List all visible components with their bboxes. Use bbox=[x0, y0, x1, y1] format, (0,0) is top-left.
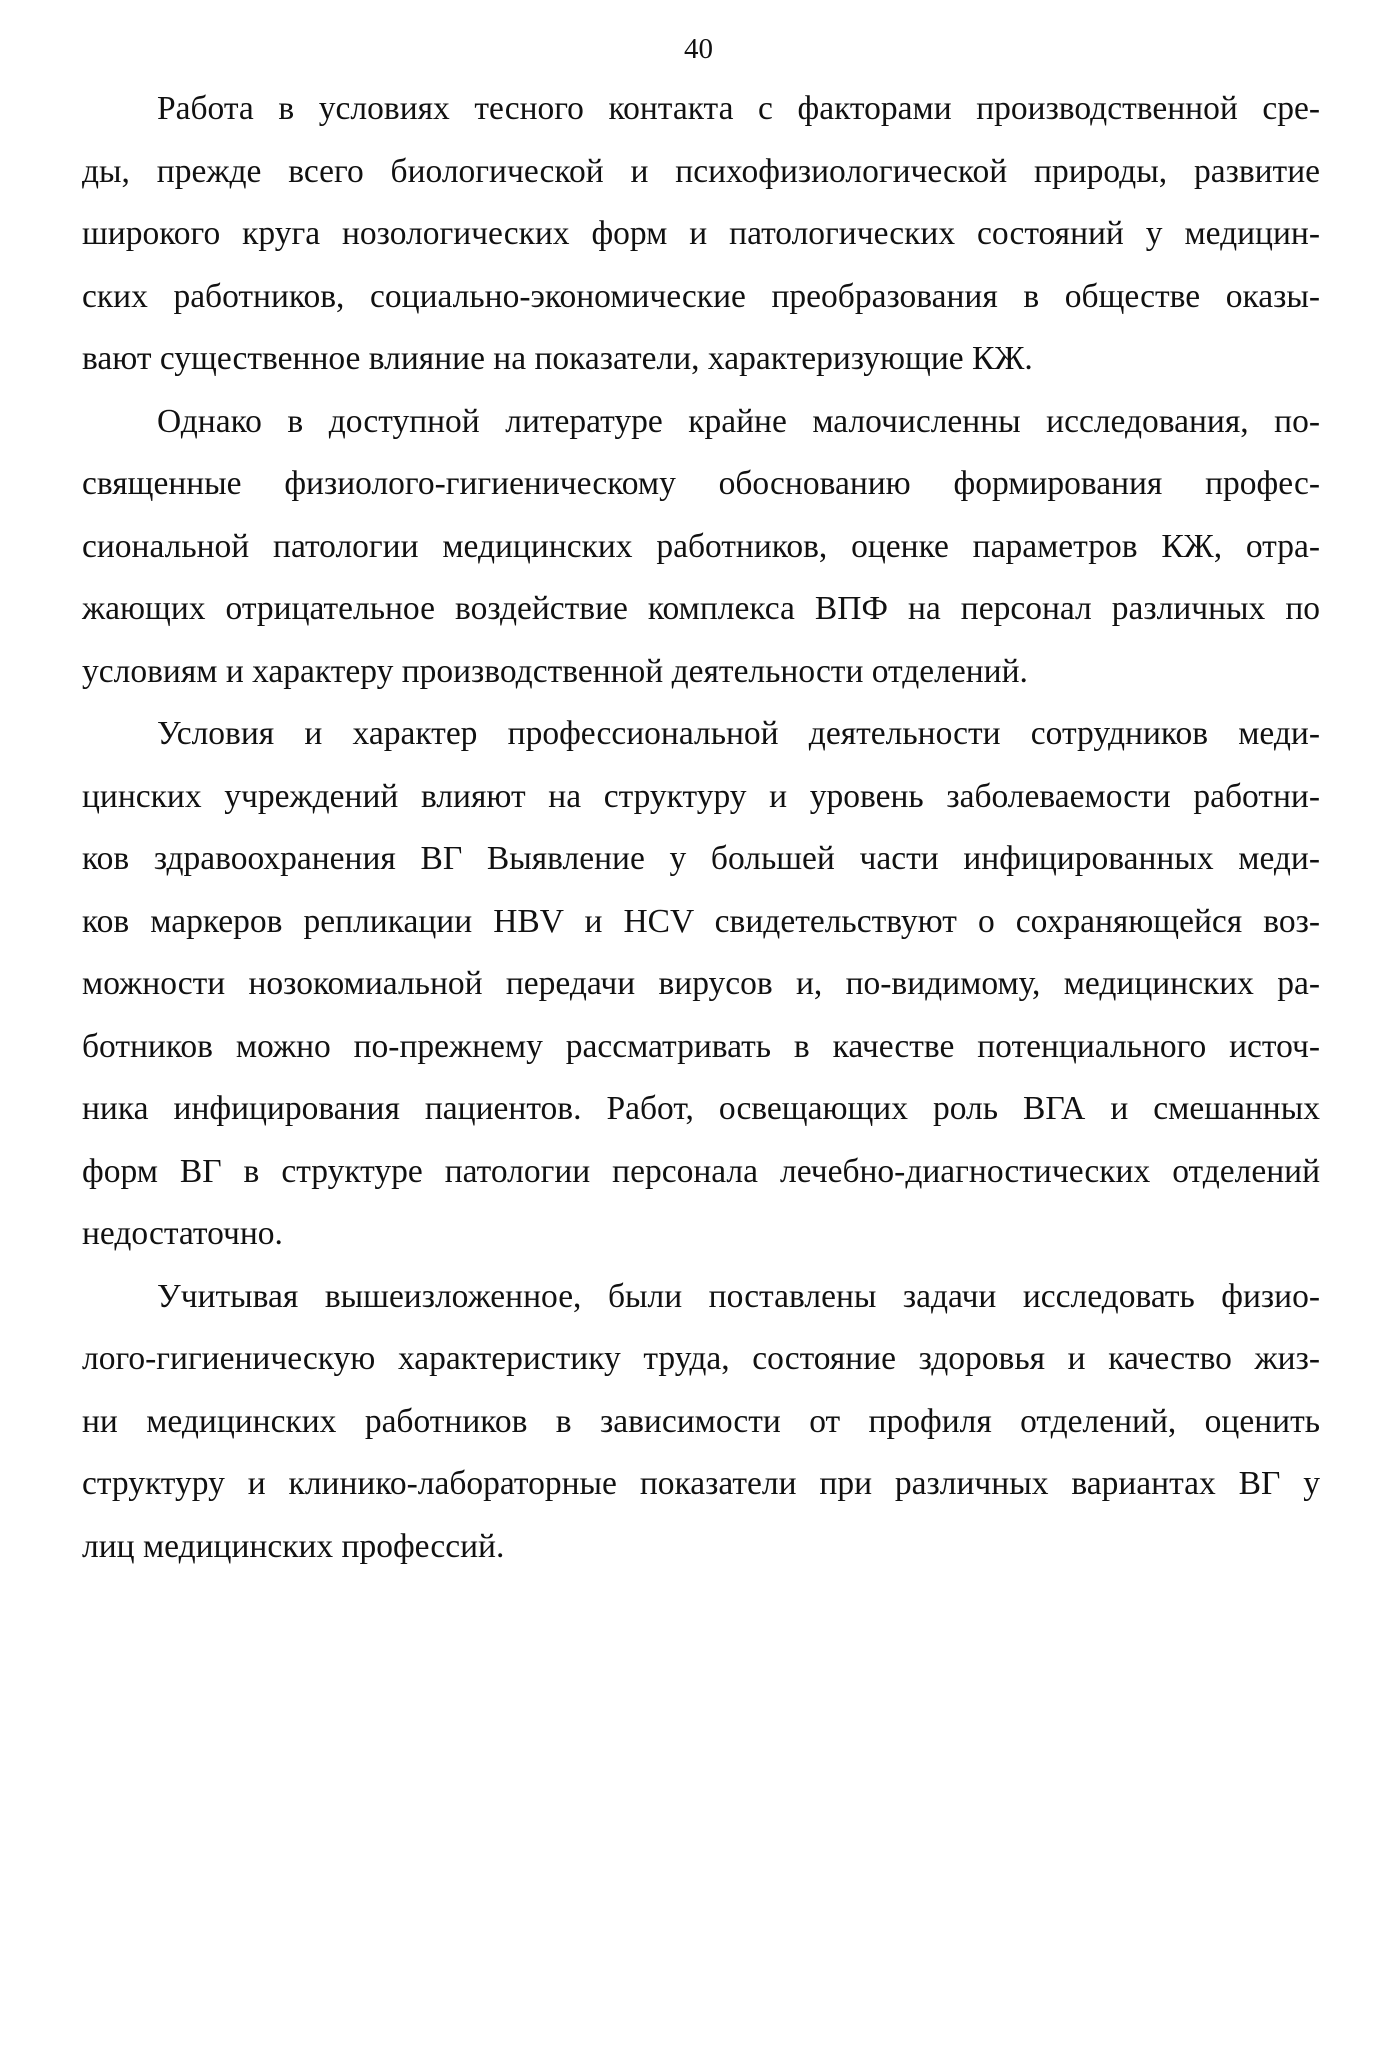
text-line: форм ВГ в структуре патологии персонала лечебно-диагностических отделений bbox=[82, 1152, 1320, 1190]
paragraph-3 bbox=[82, 703, 1320, 1266]
text-body bbox=[82, 78, 1320, 1578]
text-line: лого-гигиеническую характеристику труда, состояние здоровья и качество жиз- bbox=[82, 1340, 1320, 1377]
page-number: 40 bbox=[684, 33, 713, 65]
text-line: ника инфицирования пациентов. Работ, освещающих роль ВГА и смешанных bbox=[82, 1090, 1320, 1127]
paragraph-4 bbox=[82, 1266, 1320, 1579]
text-line: ботников можно по-прежнему рассматривать в качестве потенциального источ- bbox=[82, 1027, 1320, 1065]
text-line: ских работников, социально-экономические преобразования в обществе оказы- bbox=[82, 277, 1320, 315]
text-line: ни медицинских работников в зависимости от профиля отделений, оценить bbox=[82, 1402, 1320, 1440]
text-line: ков маркеров репликации HBV и HCV свидетельствуют о сохраняющейся воз- bbox=[82, 902, 1320, 940]
paragraph-2 bbox=[82, 391, 1320, 704]
text-line: вают существенное влияние на показатели, характеризующие КЖ. bbox=[82, 340, 1033, 377]
text-line: можности нозокомиальной передачи вирусов и, по-видимому, медицинских ра- bbox=[82, 965, 1320, 1002]
text-line: жающих отрицательное воздействие комплекса ВПФ на персонал различных по bbox=[82, 590, 1320, 627]
text-line: ков здравоохранения ВГ Выявление у большей части инфицированных меди- bbox=[82, 840, 1320, 877]
text-line: Условия и характер профессиональной деятельности сотрудников меди- bbox=[157, 715, 1320, 752]
text-line: недостаточно. bbox=[82, 1215, 283, 1252]
text-line: широкого круга нозологических форм и патологических состояний у медицин- bbox=[82, 215, 1320, 252]
text-line: Однако в доступной литературе крайне малочисленны исследования, по- bbox=[157, 402, 1320, 440]
text-line: ды, прежде всего биологической и психофизиологической природы, развитие bbox=[82, 152, 1320, 190]
paragraph-1 bbox=[82, 78, 1320, 391]
text-line: лиц медицинских профессий. bbox=[82, 1527, 505, 1565]
text-line: Учитывая вышеизложенное, были поставлены задачи исследовать физио- bbox=[157, 1277, 1320, 1315]
text-line: сиональной патологии медицинских работников, оценке параметров КЖ, отра- bbox=[82, 527, 1320, 565]
text-line: цинских учреждений влияют на структуру и уровень заболеваемости работни- bbox=[82, 777, 1320, 815]
text-line: условиям и характеру производственной деятельности отделений. bbox=[82, 652, 1028, 690]
text-line: Работа в условиях тесного контакта с факторами производственной сре- bbox=[157, 90, 1320, 127]
text-line: священные физиолого-гигиеническому обоснованию формирования профес- bbox=[82, 465, 1320, 502]
text-line: структуру и клинико-лабораторные показатели при различных вариантах ВГ у bbox=[82, 1465, 1320, 1502]
